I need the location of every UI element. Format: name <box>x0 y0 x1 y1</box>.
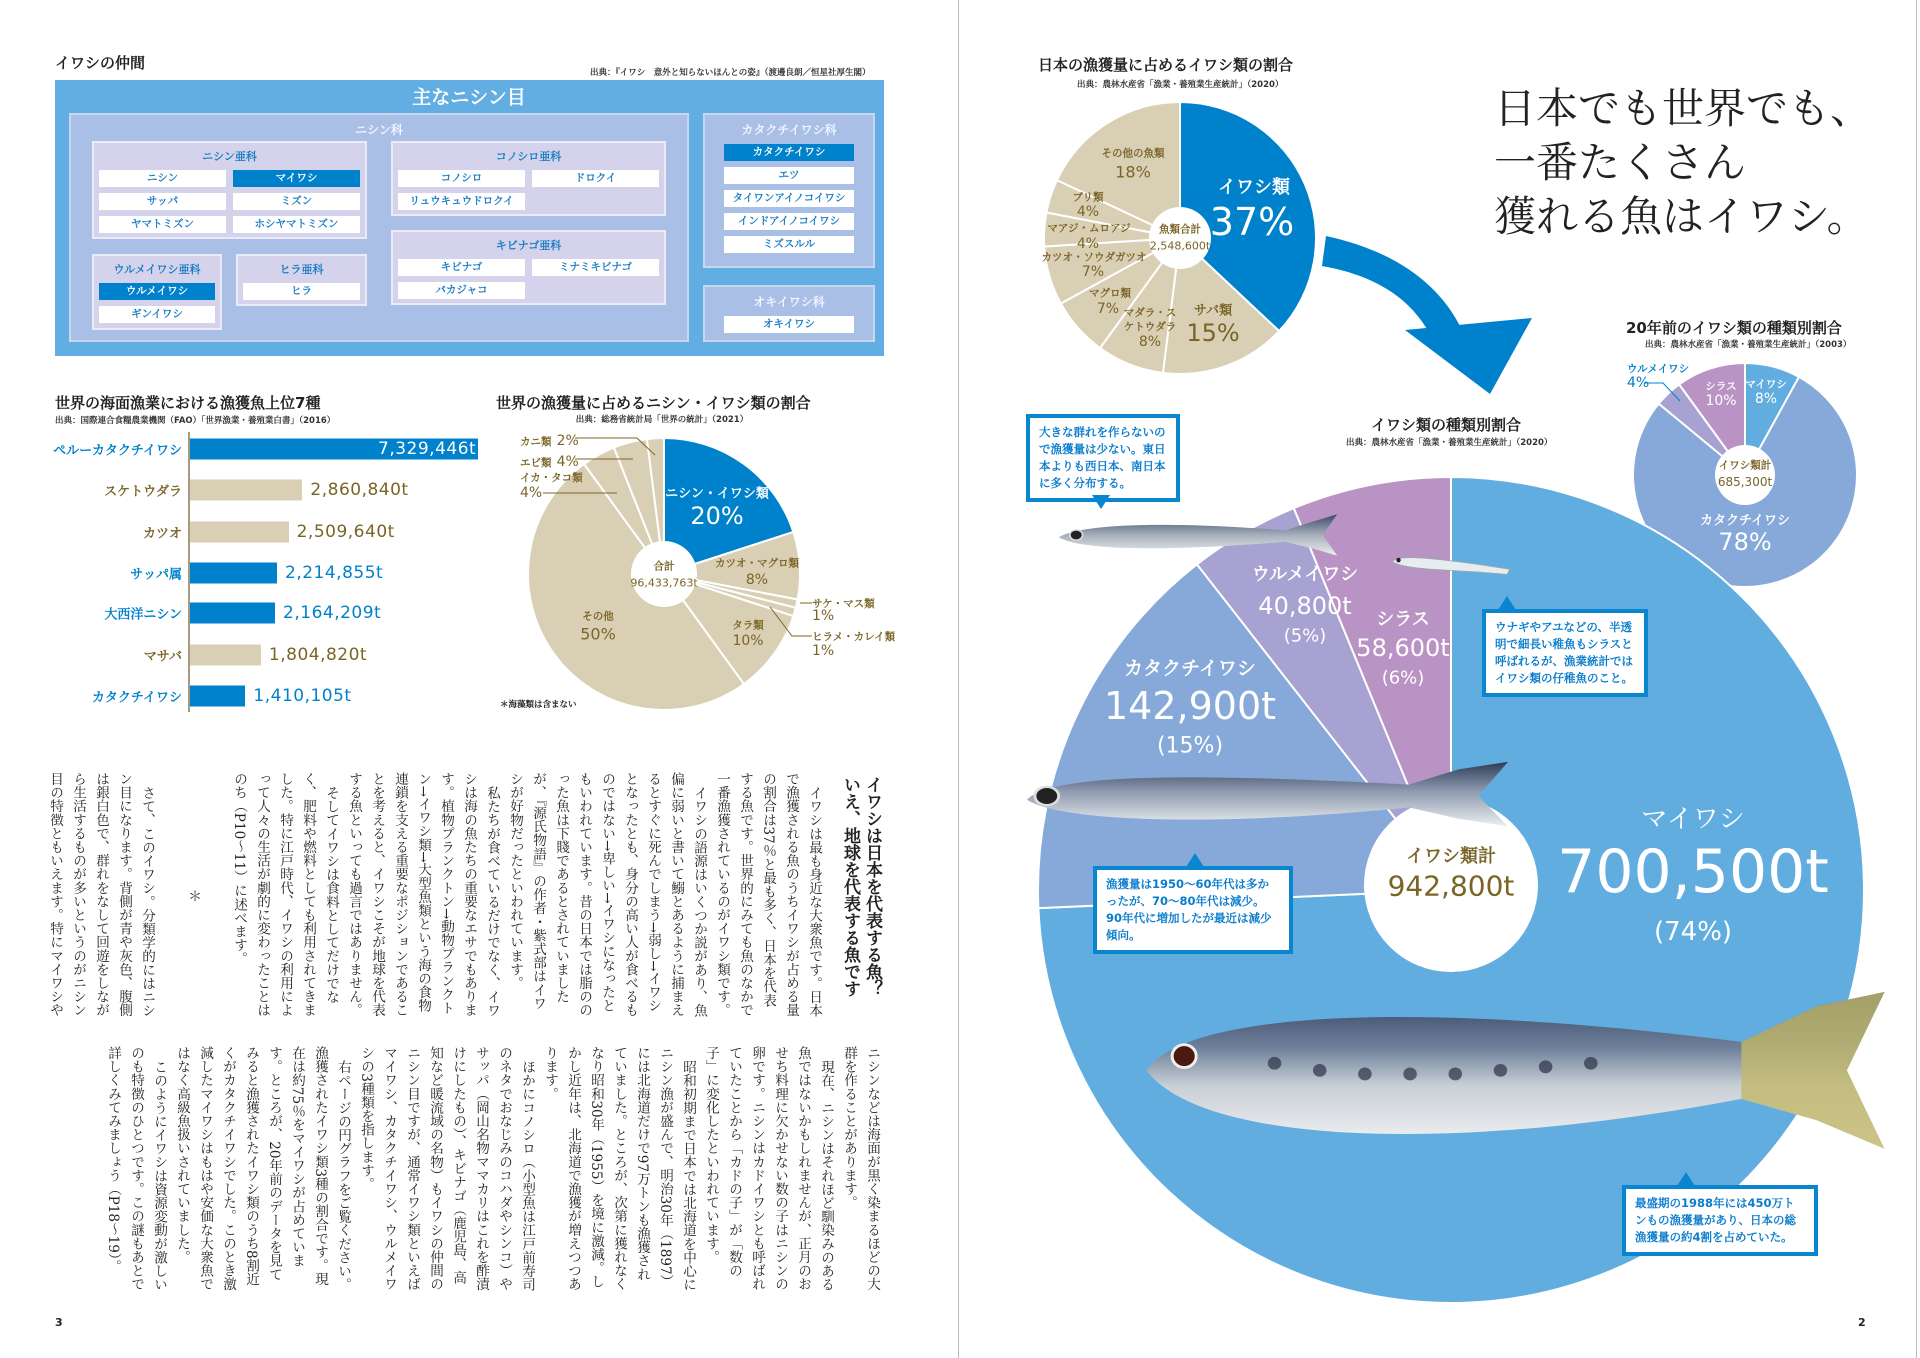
pie-value: 142,900t <box>1103 684 1277 728</box>
bar-category-label: ペルーカタクチイワシ <box>53 443 182 459</box>
callout-tail <box>1498 596 1516 610</box>
headline-line: 日本でも世界でも、 <box>1494 84 1873 133</box>
pie-label: マイワシ <box>1745 378 1787 391</box>
pie-value: 4% <box>556 454 579 470</box>
species-cell: サッパ <box>99 193 226 210</box>
paragraph: そしてイワシは食料としてだけでなく、肥料や燃料としても利用されてきました。特に江戸時代、イワシの利用によって人々の生活が劇的に変わったことはのち（P10～11）に述べます。 <box>231 772 339 1017</box>
pie-total: 685,300t <box>1717 475 1773 489</box>
headline-line: 一番たくさん <box>1494 138 1747 187</box>
species-cell-highlighted: ウルメイワシ <box>99 283 215 300</box>
subfamily-label: ニシン亜科 <box>202 150 257 163</box>
species-cell: ギンイワシ <box>99 306 215 323</box>
pie-label-group <box>520 451 579 470</box>
pie-label: イカ・タコ類 <box>520 472 583 484</box>
maiwashi-fish-image <box>1139 992 1892 1163</box>
pie-label: マグロ類 <box>1089 287 1131 300</box>
pie-label: ウルメイワシ <box>1627 363 1690 375</box>
small-pie-title: 20年前のイワシ類の種類別割合 <box>1626 319 1842 337</box>
callout-maiwashi: 最盛期の1988年には450万トンもの漁獲量があり、日本の総漁獲量の約4割を占めていた。 <box>1622 1185 1818 1256</box>
pie-label: イワシ類 <box>1218 177 1290 198</box>
pie-center-label: 魚類合計 <box>1159 223 1201 236</box>
bar <box>190 686 245 707</box>
species-cell-highlighted: カタクチイワシ <box>724 144 854 161</box>
species-cell: ヤマトミズン <box>99 216 226 233</box>
pie-label: カタクチイワシ <box>1124 657 1256 680</box>
pie-value: 18% <box>1115 162 1151 182</box>
bar-category-label: カタクチイワシ <box>91 690 182 706</box>
pie-label: その他の魚類 <box>1101 147 1165 160</box>
bar-value-label: 2,164,209t <box>283 603 382 623</box>
callout-tail <box>1677 1172 1695 1186</box>
bar <box>190 603 275 624</box>
pie-value: 7% <box>1081 264 1105 280</box>
pie-value: 4% <box>1076 236 1100 252</box>
pie-label: エビ類 <box>520 457 552 469</box>
pie-label: カツオ・マグロ類 <box>715 557 799 570</box>
order-title: 主なニシン目 <box>412 86 526 109</box>
pie-value: 4% <box>520 485 543 501</box>
species-cell: ドロクイ <box>532 170 659 187</box>
pie-world-catch-center <box>631 541 697 607</box>
pie-value: 4% <box>1076 204 1100 220</box>
callout-tail <box>1092 495 1110 509</box>
bar <box>190 522 289 543</box>
pie-value: 20% <box>690 502 744 530</box>
bar-value-label: 1,804,820t <box>268 645 368 665</box>
species-cell: キビナゴ <box>398 259 525 276</box>
subfamily-label: ヒラ亜科 <box>279 263 324 276</box>
pie-value: 78% <box>1718 528 1772 556</box>
species-cell: オキイワシ <box>724 316 854 333</box>
pie-label: ブリ類 <box>1072 191 1104 204</box>
pie-center-label: イワシ類計 <box>1406 846 1496 867</box>
pie-value: 1% <box>812 643 835 659</box>
bar <box>190 563 277 584</box>
japan-pie-title: 日本の漁獲量に占めるイワシ類の割合 <box>1038 56 1294 74</box>
species-cell: タイワンアイノコイワシ <box>724 190 854 207</box>
bar-value-label: 2,214,855t <box>285 563 384 583</box>
pie-total: 96,433,763t <box>630 576 698 590</box>
big-arrow-icon <box>1322 236 1532 394</box>
urumeiwashi-fish-image <box>1053 512 1343 558</box>
pie-label: カニ類 <box>520 436 552 448</box>
shirasu-fish-image <box>1390 551 1512 577</box>
pie-label-group <box>520 430 579 449</box>
world-pie-title: 世界の漁獲量に占めるニシン・イワシ類の割合 <box>496 394 811 412</box>
pie-label: カタクチイワシ <box>1699 513 1791 529</box>
paragraph: 私たちが食べているだけでなく、イワシは海の魚たちの重要なエサでもあります。植物プランクトン→動物プランクトン→イワシ類→大型魚類という海の食物連鎖を支える重要なポジションであることを考えると、イワシこそが地球を代表する魚といっても過言ではありません。 <box>346 772 500 1017</box>
katakuchiiwashi-fish-image <box>1022 758 1518 834</box>
pie-label: サバ類 <box>1193 303 1233 319</box>
callout-shirasu: ウナギやアユなどの、半透明で細長い稚魚もシラスと呼ばれるが、漁業統計ではイワシ類の仔稚魚のこと。 <box>1482 609 1648 697</box>
page-number-right: 2 <box>1858 1316 1866 1329</box>
bar-category-label: カツオ <box>142 526 182 542</box>
big-pie-title: イワシ類の種類別割合 <box>1371 416 1522 434</box>
species-cell: ミズン <box>233 193 360 210</box>
world-pie-source: 出典：総務省統計局「世界の統計」（2021） <box>575 415 749 425</box>
species-cell: ホシヤマトミズン <box>233 216 360 233</box>
species-cell: ミナミキビナゴ <box>532 259 659 276</box>
paragraph: イワシの語源はいくつか説があり、魚偏に弱いと書いて鰯とあるように捕まえるとすぐに死んでしまう→弱し→イワシとなったとも、身分の高い人が食べるものではない→卑しい→イワシになったともいわれています。昔の日本では脂ののった魚は下賤であるとされていましたが、『源氏物語』の作者・紫式部はイワシが好物だったといわれています。 <box>507 772 707 1017</box>
big-pie-source: 出典：農林水産省「漁業・養殖業生産統計」（2020） <box>1346 438 1553 448</box>
headline-line: イワシは日本を代表する魚？ <box>862 776 882 997</box>
bar-chart-title: 世界の海面漁業における漁獲魚上位7種 <box>55 394 321 412</box>
pie-value: 10% <box>732 633 764 649</box>
paragraph: ニシンなどは海面が黒く染まるほどの大群を作ることがあります。 <box>841 1046 880 1291</box>
paragraph: イワシは最も身近な大衆魚です。日本で漁獲される魚のうちイワシが占める量の割合は37％と最も多く、日本を代表する魚です。世界的にみても魚のなかで一番漁獲されているのがイワシ類です。 <box>714 772 822 1017</box>
article-top <box>47 772 883 1019</box>
family-label: オキイワシ科 <box>753 295 825 309</box>
pie-label: ヒラメ・カレイ類 <box>812 631 896 643</box>
bar-value-label: 2,860,840t <box>310 480 409 500</box>
pie-value: 40,800t <box>1258 592 1352 620</box>
pie-label: マダラ・スケトウダラ <box>1123 307 1177 333</box>
pie-pct: (5%) <box>1283 625 1327 647</box>
bar-value-label: 7,329,446t <box>378 439 477 459</box>
paragraph: さて、このイワシ。分類学的にはニシン目になります。背側が青や灰色、腹側は銀白色で、群れをなして回遊をしながら生活するものが多いというのがニシン目の特徴ともいえます。特にマイワシや <box>47 772 155 1017</box>
bar-category-label: サッパ属 <box>130 567 182 583</box>
pie-pct: (6%) <box>1381 667 1425 689</box>
pie-label: ニシン・イワシ類 <box>665 486 769 502</box>
pie-japan-catch-center <box>1149 207 1211 269</box>
pie-value: 700,500t <box>1557 837 1829 907</box>
headline-line: 獲れる魚はイワシ。 <box>1494 192 1869 241</box>
pie-pct: (74%) <box>1653 917 1733 947</box>
bar-value-label: 1,410,105t <box>253 686 352 706</box>
subfamily-label: ウルメイワシ亜科 <box>113 263 201 276</box>
pie-total: 2,548,600t <box>1149 239 1211 253</box>
pie-label: カツオ・ソウダガツオ <box>1041 251 1147 264</box>
pie-value: 1% <box>812 608 835 624</box>
bar-category-label: スケトウダラ <box>104 484 182 500</box>
subfamily-label: コノシロ亜科 <box>495 150 562 163</box>
page-headline <box>1494 82 1872 244</box>
pie-label: マイワシ <box>1641 804 1745 835</box>
bar-value-label: 2,509,640t <box>296 522 395 542</box>
pie-value: 58,600t <box>1356 634 1450 662</box>
species-cell: エツ <box>724 167 854 184</box>
taxonomy-title: イワシの仲間 <box>55 54 146 72</box>
pie-label: サケ・マス類 <box>812 598 875 610</box>
pie-value: 4% <box>1627 375 1650 391</box>
article-headline <box>839 776 883 1019</box>
pie-label: ウルメイワシ <box>1251 564 1359 585</box>
bar-category-label: 大西洋ニシン <box>104 607 182 623</box>
pie-center-label: 合計 <box>653 560 675 573</box>
pie-label: シラス <box>1376 609 1430 630</box>
pie-value: 2% <box>556 433 579 449</box>
pie-total: 942,800t <box>1387 869 1515 903</box>
pie-pct: (15%) <box>1156 733 1224 759</box>
species-cell: インドアイノコイワシ <box>724 213 854 230</box>
species-cell: コノシロ <box>398 170 525 187</box>
paragraph: ほかにコノシロ（小型魚は江戸前寿司のネタでおなじみのコハダやシンコ）やサッパ（岡山名物ママカリはこれを酢漬けにしたもの）、キビナゴ（鹿児島、高知など暖流域の名物）もイワシの仲間のニシン目ですが、通常イワシ類といえばマイワシ、カタクチイワシ、ウルメイワシの3種類を指します。 <box>358 1046 535 1291</box>
pie-value: 50% <box>580 624 616 644</box>
page-number-left: 3 <box>55 1316 63 1329</box>
species-cell: バカジャコ <box>398 282 525 299</box>
pie-value: 37% <box>1209 200 1295 244</box>
species-cell: ニシン <box>99 170 226 187</box>
callout-katakuchiiwashi: 漁獲量は1950～60年代は多かったが、70～80年代は減少。90年代に増加したが最近は減少傾向。 <box>1093 866 1293 954</box>
bar <box>190 480 302 501</box>
pie-label: シラス <box>1705 380 1737 393</box>
pie-value: 8% <box>1754 391 1778 407</box>
paragraph: 現在、ニシンはそれほど馴染みのある魚ではないかもしれませんが、正月のおせち料理に欠かせない数の子はニシンの卵です。ニシンはカドイワシとも呼ばれていたことから「カドの子」が「数の子」に変化したといわれています。 <box>703 1046 834 1291</box>
pie-label: その他 <box>582 610 614 623</box>
paragraph: 昭和初期まで日本では北海道を中心にニシン漁が盛んで、明治30年（1897）には北海道だけで97万トンも漁獲されていました。ところが、次第に獲れなくなり昭和30年（1955）を境に激減。しかし近年は、北海道で漁獲が増えつつあります。 <box>542 1046 696 1291</box>
species-cell-highlighted: マイワシ <box>233 170 360 187</box>
pie-label: マアジ・ムロアジ <box>1047 222 1131 235</box>
species-cell: ミズスルル <box>724 236 854 253</box>
bar <box>190 645 261 666</box>
pie-note: ＊海藻類は含まない <box>500 700 577 710</box>
pie-label: タラ類 <box>732 619 764 632</box>
callout-urumeiwashi: 大きな群れを作らないので漁獲量は少ない。東日本よりも西日本、南日本に多く分布する。 <box>1026 414 1180 502</box>
family-label: カタクチイワシ科 <box>741 123 837 137</box>
pie-center-label: イワシ類計 <box>1718 459 1772 472</box>
bar-category-label: マサバ <box>143 649 182 665</box>
bar-chart-source: 出典：国際連合食糧農業機関（FAO）「世界漁業・養殖業白書」（2016） <box>55 416 336 426</box>
paragraph: このようにイワシは資源変動が激しいのも特徴のひとつです。この謎もあとで詳しくみてみましょう（P18～19）。 <box>105 1046 167 1291</box>
callout-tail <box>1186 853 1204 867</box>
pie-value: 8% <box>745 572 769 588</box>
taxonomy-source: 出典：『イワシ 意外と知らないほんとの姿』（渡邊良朗／恒星社厚生閣） <box>590 68 871 78</box>
headline-line: いえ、地球を代表する魚です <box>840 776 860 997</box>
species-cell: リュウキュウドロクイ <box>398 193 525 210</box>
paragraph: 右ページの円グラフをご覧ください。漁獲されたイワシ類3種の割合です。現在は約75％をマイワシが占めています。ところが、20年前のデータを見てみると漁獲されたイワシ類のうち8割近くがカタクチイワシでした。このとき激減したマイワシはもはや安価な大衆魚ではなく高級魚扱いされていました。 <box>174 1046 351 1291</box>
family-label: ニシン科 <box>355 123 403 137</box>
japan-pie-source: 出典：農林水産省「漁業・養殖業生産統計」（2020） <box>1077 80 1284 90</box>
small-pie-source: 出典：農林水産省「漁業・養殖業生産統計」（2003） <box>1645 340 1852 350</box>
subfamily-label: キビナゴ亜科 <box>495 239 562 252</box>
article-bottom <box>55 1046 883 1293</box>
species-cell: ヒラ <box>243 283 360 300</box>
pie-value: 8% <box>1138 334 1162 350</box>
section-separator: ＊ <box>185 888 201 903</box>
pie-value: 15% <box>1186 319 1240 347</box>
pie-value: 10% <box>1705 393 1737 409</box>
pie-value: 7% <box>1096 301 1120 317</box>
